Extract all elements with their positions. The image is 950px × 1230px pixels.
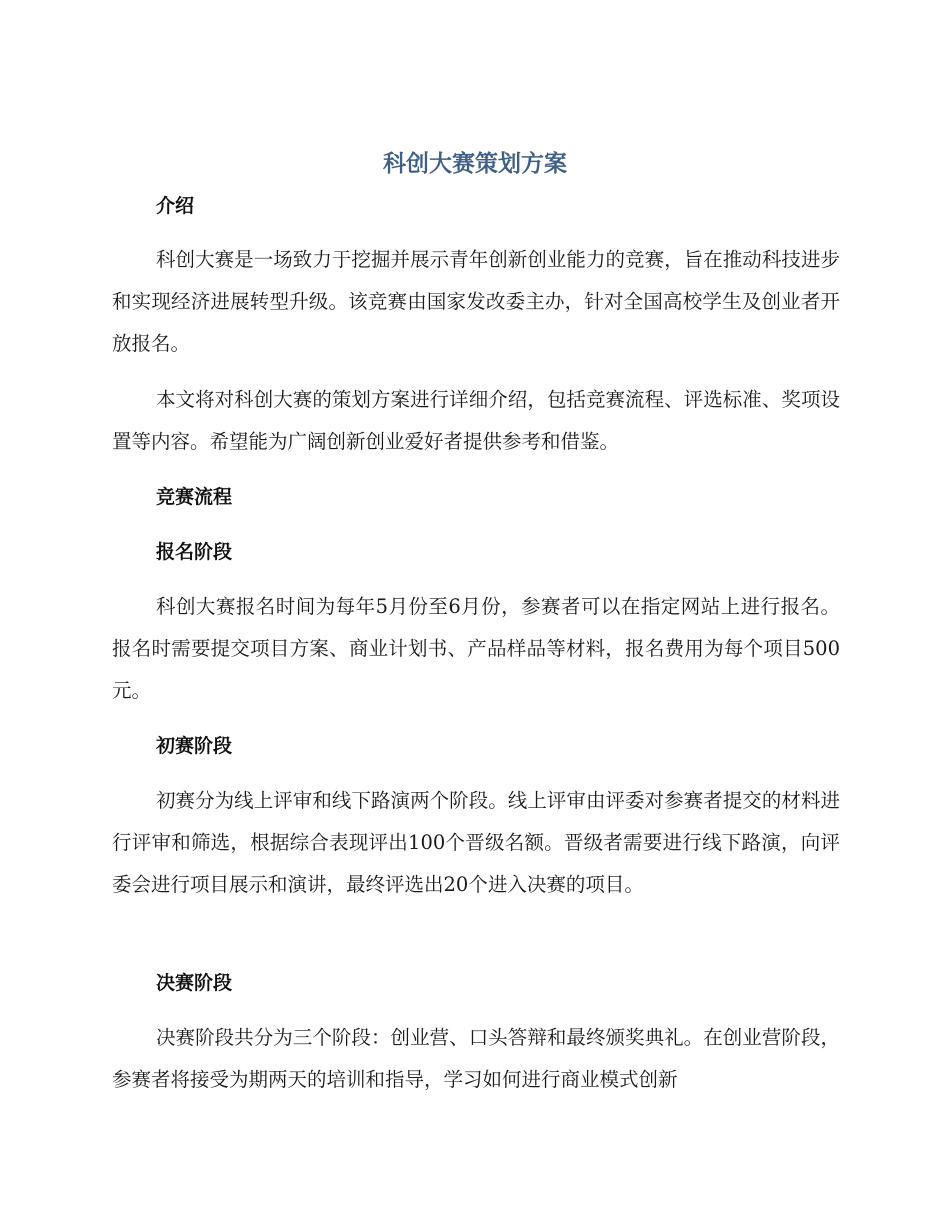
section-heading-signup: 报名阶段 xyxy=(156,541,233,563)
section-heading-process: 竞赛流程 xyxy=(156,486,233,508)
paragraph-prelim: 初赛分为线上评审和线下路演两个阶段。线上评审由评委对参赛者提交的材料进行评审和筛选，根据综合表现评出100个晋级名额。晋级者需要进行线下路演，向评委会进行项目展示和演讲，最终评选出20个进入决赛的项目。 xyxy=(112,789,840,896)
section-heading-intro: 介绍 xyxy=(156,195,195,217)
section-heading-prelim: 初赛阶段 xyxy=(156,735,233,757)
paragraph-intro-2: 本文将对科创大赛的策划方案进行详细介绍，包括竞赛流程、评选标准、奖项设置等内容。希望能为广阔创新创业爱好者提供参考和借鉴。 xyxy=(112,388,840,453)
document-title: 科创大赛策划方案 xyxy=(383,151,567,177)
paragraph-intro-1: 科创大赛是一场致力于挖掘并展示青年创新创业能力的竞赛，旨在推动科技进步和实现经济进展转型升级。该竞赛由国家发改委主办，针对全国高校学生及创业者开放报名。 xyxy=(112,248,840,355)
paragraph-signup: 科创大赛报名时间为每年5月份至6月份，参赛者可以在指定网站上进行报名。报名时需要提交项目方案、商业计划书、产品样品等材料，报名费用为每个项目500元。 xyxy=(112,595,840,702)
paragraph-final: 决赛阶段共分为三个阶段：创业营、口头答辩和最终颁奖典礼。在创业营阶段，参赛者将接受为期两天的培训和指导，学习如何进行商业模式创新 xyxy=(112,1026,840,1091)
section-heading-final: 决赛阶段 xyxy=(156,972,233,994)
